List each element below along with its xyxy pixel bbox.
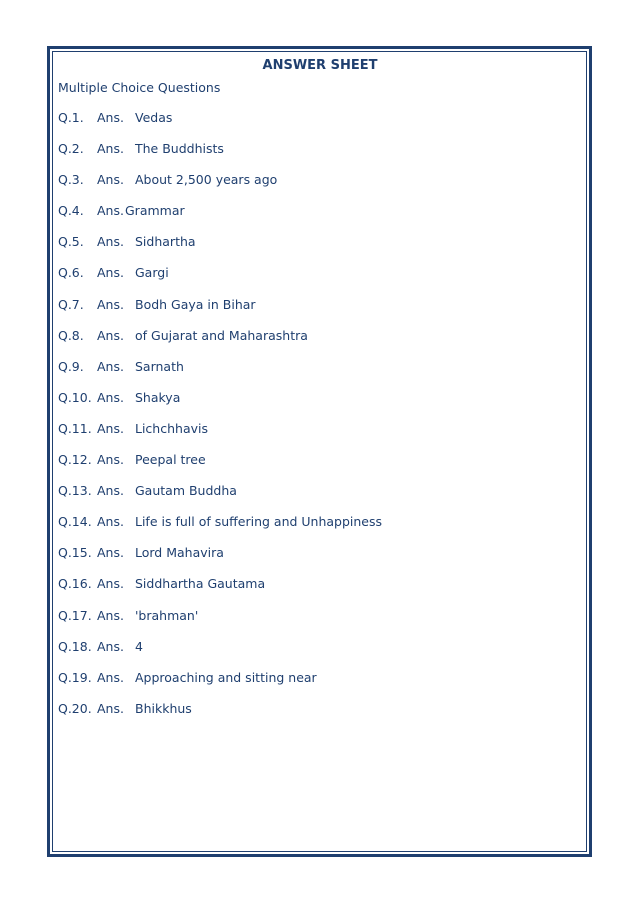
answer-label: Ans. (97, 141, 124, 157)
question-number: Q.16. (58, 576, 92, 592)
answer-label: Ans. (97, 452, 124, 468)
answer-text: Bhikkhus (135, 700, 192, 716)
answer-text: Gargi (135, 265, 169, 281)
answer-row (58, 600, 583, 631)
answer-text: Sarnath (135, 358, 184, 374)
answer-text: Siddhartha Gautama (135, 576, 266, 592)
answer-row (58, 102, 583, 133)
answer-list (58, 102, 583, 724)
question-number: Q.14. (58, 514, 92, 530)
answer-sheet (58, 56, 583, 724)
answer-row (58, 413, 583, 444)
answer-row (58, 444, 583, 475)
answer-label: Ans. (97, 389, 124, 405)
question-number: Q.10. (58, 389, 92, 405)
answer-row (58, 226, 583, 257)
answer-label: Ans. (97, 638, 124, 654)
answer-text: Lord Mahavira (135, 545, 224, 561)
question-number: Q.4. (58, 203, 84, 219)
answer-label: Ans. (97, 172, 124, 188)
answer-text: Approaching and sitting near (135, 669, 317, 685)
answer-label: Ans. (97, 483, 124, 499)
answer-text: Peepal tree (135, 452, 206, 468)
answer-row (58, 195, 583, 226)
answer-row (58, 320, 583, 351)
answer-label: Ans. (97, 358, 124, 374)
answer-row (58, 568, 583, 599)
question-number: Q.3. (58, 172, 84, 188)
question-number: Q.11. (58, 420, 92, 436)
question-number: Q.8. (58, 327, 84, 343)
answer-row (58, 257, 583, 288)
answer-text: Sidhartha (135, 234, 196, 250)
question-number: Q.9. (58, 358, 84, 374)
answer-label: Ans. (97, 327, 124, 343)
answer-text: 4 (135, 638, 143, 654)
answer-label: Ans. (97, 234, 124, 250)
answer-label: Ans. (97, 700, 124, 716)
answer-label: Ans. (97, 265, 124, 281)
answer-text: Life is full of suffering and Unhappiness (135, 514, 383, 530)
answer-text: The Buddhists (135, 141, 224, 157)
question-number: Q.20. (58, 700, 92, 716)
answer-text: Shakya (135, 389, 181, 405)
answer-row (58, 164, 583, 195)
question-number: Q.7. (58, 296, 84, 312)
answer-label: Ans. (97, 203, 124, 219)
question-number: Q.12. (58, 452, 92, 468)
answer-label: Ans. (97, 669, 124, 685)
question-number: Q.5. (58, 234, 84, 250)
answer-text: Lichchhavis (135, 420, 208, 436)
question-number: Q.19. (58, 669, 92, 685)
answer-label: Ans. (97, 420, 124, 436)
question-number: Q.15. (58, 545, 92, 561)
answer-row (58, 289, 583, 320)
answer-row (58, 133, 583, 164)
answer-text: 'brahman' (135, 607, 199, 623)
question-number: Q.13. (58, 483, 92, 499)
answer-row (58, 506, 583, 537)
question-number: Q.6. (58, 265, 84, 281)
answer-text: About 2,500 years ago (135, 172, 278, 188)
section-heading: Multiple Choice Questions (58, 80, 221, 95)
answer-text: Bodh Gaya in Bihar (135, 296, 256, 312)
answer-row (58, 631, 583, 662)
page-title: ANSWER SHEET (262, 58, 378, 73)
answer-row (58, 351, 583, 382)
answer-text: Gautam Buddha (135, 483, 237, 499)
question-number: Q.18. (58, 638, 92, 654)
answer-label: Ans. (97, 545, 124, 561)
answer-row (58, 537, 583, 568)
answer-text: Grammar (125, 203, 185, 219)
answer-label: Ans. (97, 296, 124, 312)
answer-row (58, 475, 583, 506)
answer-row (58, 693, 583, 724)
question-number: Q.2. (58, 141, 84, 157)
answer-row (58, 662, 583, 693)
answer-label: Ans. (97, 607, 124, 623)
answer-text: of Gujarat and Maharashtra (135, 327, 308, 343)
question-number: Q.17. (58, 607, 92, 623)
answer-label: Ans. (97, 110, 124, 125)
answer-label: Ans. (97, 514, 124, 530)
answer-label: Ans. (97, 576, 124, 592)
answer-row (58, 382, 583, 413)
question-number: Q.1. (58, 110, 84, 125)
answer-text: Vedas (135, 110, 173, 125)
